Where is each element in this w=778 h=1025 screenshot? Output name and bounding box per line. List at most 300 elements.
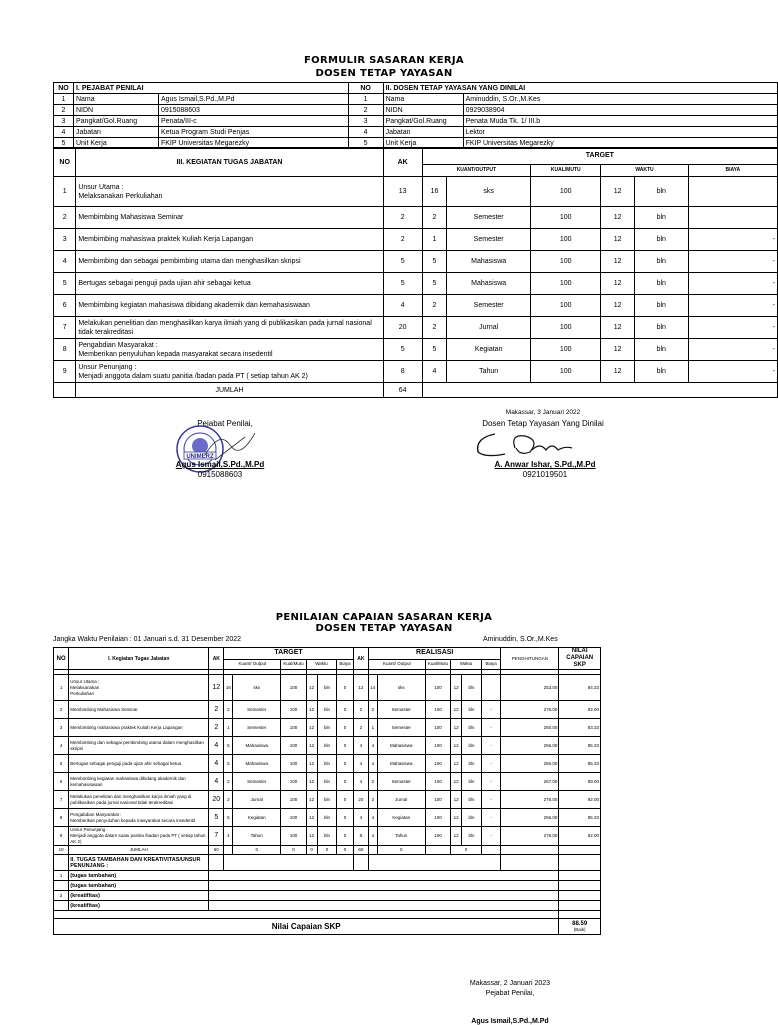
task-qty: 5: [422, 273, 447, 295]
penilaian-row: [54, 719, 601, 737]
task-ak: 20: [383, 317, 422, 339]
task-kegiatan: Bertugas sebagai penguji pada ujian ahir sebagai ketua: [76, 273, 383, 295]
kuant-header: KUANT/OUTPUT: [422, 164, 530, 176]
task-unit: Tahun: [447, 361, 531, 383]
waktu-header: WAKTU: [601, 164, 688, 176]
pejabat-no: 3: [54, 116, 74, 127]
task-no: 1: [54, 177, 76, 207]
task-ak: 5: [383, 339, 422, 361]
task-waktu: 12: [601, 207, 635, 229]
pen-target-waktu-unit: bln: [317, 827, 337, 846]
pen-perhitungan: 253.00: [501, 675, 559, 701]
form-title-2: DOSEN TETAP YAYASAN: [315, 68, 453, 79]
pen-real-unit: Mahasiswa: [377, 737, 425, 755]
ak-header: AK: [209, 648, 224, 670]
pen-real-waktu-unit: bln: [462, 675, 482, 701]
pen-target-waktu-unit: bln: [317, 701, 337, 719]
task-waktu: 12: [601, 361, 635, 383]
identity-table: [53, 82, 778, 149]
pejabat-value: FKIP Universitas Megarezky: [158, 138, 348, 149]
task-ak: 5: [383, 273, 422, 295]
pen-target-kual: 100: [281, 737, 306, 755]
task-waktu: 12: [601, 229, 635, 251]
task-ak: 5: [383, 251, 422, 273]
task-no: 8: [54, 339, 76, 361]
dinilai-value: 0929038904: [463, 105, 777, 116]
pen-real-biaya: -: [481, 773, 501, 791]
dinilai-no: 5: [348, 138, 383, 149]
pen-no: 9: [54, 827, 69, 846]
pen-real-biaya: -: [481, 755, 501, 773]
jumlah-rw: 0: [451, 846, 482, 855]
task-biaya: -: [688, 317, 777, 339]
pen-target-biaya: 0: [337, 773, 353, 791]
pen-real-kual: 100: [425, 773, 450, 791]
pen-real-qty: 4: [368, 737, 377, 755]
pen-real-waktu-unit: bln: [462, 827, 482, 846]
pen-real-waktu-unit: bln: [462, 791, 482, 809]
task-biaya: [688, 207, 777, 229]
pen-real-qty: 4: [368, 755, 377, 773]
identity-row: [54, 127, 778, 138]
pen-perhitungan: 256.00: [501, 809, 559, 827]
pen-target-qty: 2: [224, 773, 233, 791]
pen-target-waktu-unit: bln: [317, 675, 337, 701]
pen-kegiatan: Membimbing kegiatan mahasiswa dibidang akademik dan kemahasiswaan: [69, 773, 209, 791]
dinilai-header: II. DOSEN TETAP YAYASAN YANG DINILAI: [383, 83, 777, 94]
pen-real-waktu: 12: [451, 809, 462, 827]
task-qty: 2: [422, 317, 447, 339]
task-row: [54, 361, 778, 383]
jumlah-rak: 60: [353, 846, 368, 855]
task-waktu-unit: bln: [634, 229, 688, 251]
no-header: NO: [54, 148, 76, 177]
pen-real-qty: 2: [368, 791, 377, 809]
pen-no: 5: [54, 755, 69, 773]
sub-biaya: Biaya: [481, 659, 501, 669]
penilaian-row: [54, 791, 601, 809]
pen-ak: 20: [209, 791, 224, 809]
task-waktu-unit: bln: [634, 177, 688, 207]
task-row: [54, 207, 778, 229]
pen-real-ak: 8: [353, 827, 368, 846]
pen-real-unit: sks: [377, 675, 425, 701]
pejabat-label: Unit Kerja: [73, 138, 158, 149]
pen-target-kual: 100: [281, 719, 306, 737]
pen-ak: 4: [209, 773, 224, 791]
pen-target-qty: 5: [224, 737, 233, 755]
task-waktu-unit: bln: [634, 361, 688, 383]
task-ak: 13: [383, 177, 422, 207]
pejabat-no: 5: [54, 138, 74, 149]
pen-real-biaya: -: [481, 809, 501, 827]
tambahan-row: [54, 881, 601, 891]
tambahan-no: [54, 881, 69, 891]
pen-target-unit: Jurnal: [233, 791, 281, 809]
task-kegiatan: Unsur Utama : Melaksanakan Perkuliahan: [76, 177, 383, 207]
pen-ak: 4: [209, 737, 224, 755]
task-biaya: -: [688, 251, 777, 273]
pen-target-waktu: 12: [306, 737, 317, 755]
pen-target-qty: 2: [224, 701, 233, 719]
pen-real-waktu-unit: bln: [462, 701, 482, 719]
task-biaya: -: [688, 339, 777, 361]
biaya-header: BIAYA: [688, 164, 777, 176]
sign1-right-nidn: 0921019501: [522, 470, 568, 479]
task-unit: Semester: [447, 295, 531, 317]
task-kegiatan: Membimbing kegiatan mahasiswa dibidang akademik dan kemahasiswaan: [76, 295, 383, 317]
penilaian-person: Aminuddin, S.Or.,M.Kes: [483, 636, 558, 643]
pen-target-waktu: 12: [306, 827, 317, 846]
pen-kegiatan: Bertugas sebagai penguji pada ujian ahir sebagai ketua: [69, 755, 209, 773]
sub-kual: Kual/Mutu: [281, 659, 306, 669]
pen-target-kual: 100: [281, 809, 306, 827]
tambahan-label: (tugas tambahan): [69, 871, 209, 881]
pen-perhitungan: 256.00: [501, 755, 559, 773]
task-waktu: 12: [601, 251, 635, 273]
pen-ak: 4: [209, 755, 224, 773]
pen-real-waktu: 12: [451, 827, 462, 846]
pen-real-qty: 4: [368, 809, 377, 827]
task-kual: 100: [531, 317, 601, 339]
task-qty: 2: [422, 207, 447, 229]
no-header: NO: [348, 83, 383, 94]
pen-target-waktu: 12: [306, 701, 317, 719]
pen-target-kual: 100: [281, 755, 306, 773]
penilaian-row: [54, 755, 601, 773]
pen-real-unit: Kegiatan: [377, 809, 425, 827]
jumlah-ak: 64: [383, 383, 422, 398]
pen-target-unit: Kegiatan: [233, 809, 281, 827]
pen-real-kual: 100: [425, 809, 450, 827]
pen-target-biaya: 0: [337, 791, 353, 809]
pejabat-label: Nama: [73, 94, 158, 105]
task-qty: 5: [422, 251, 447, 273]
perhitungan-header: PENGHITUNGAN: [501, 648, 559, 670]
pen-real-qty: 14: [368, 675, 377, 701]
task-row: [54, 251, 778, 273]
pen-ak: 7: [209, 827, 224, 846]
jumlah-tq: 0: [233, 846, 281, 855]
pejabat-label: NIDN: [73, 105, 158, 116]
pen-target-biaya: 0: [337, 701, 353, 719]
pen-perhitungan: 276.00: [501, 791, 559, 809]
pen-target-waktu-unit: bln: [317, 719, 337, 737]
nilai-capaian-value: 88.59: [572, 920, 588, 927]
pen-target-unit: Semester: [233, 701, 281, 719]
pen-target-kual: 100: [281, 773, 306, 791]
pen-real-ak: 20: [353, 791, 368, 809]
pejabat-no: 4: [54, 127, 74, 138]
pen-real-unit: Semester: [377, 701, 425, 719]
pen-real-kual: 100: [425, 675, 450, 701]
sub-kuant: Kuant/ Output: [224, 659, 281, 669]
sign1-place-date: Makassar, 3 Januari 2022: [505, 409, 581, 416]
task-row: [54, 273, 778, 295]
no-header: NO: [54, 648, 69, 670]
pen-real-kual: 100: [425, 827, 450, 846]
pen-target-kual: 100: [281, 791, 306, 809]
sub-biaya: Biaya: [337, 659, 353, 669]
task-ak: 8: [383, 361, 422, 383]
pen-target-qty: 5: [224, 809, 233, 827]
pen-target-biaya: 0: [337, 719, 353, 737]
tambahan-no: 1: [54, 871, 69, 881]
penilaian-row: [54, 737, 601, 755]
pen-real-waktu: 12: [451, 755, 462, 773]
task-kual: 100: [531, 295, 601, 317]
pen-nilai: 92.00: [559, 827, 601, 846]
pen-real-qty: 2: [368, 701, 377, 719]
tambahan-row: [54, 901, 601, 911]
pen-real-biaya: [481, 675, 501, 701]
task-kegiatan: Membimbing dan sebagai pembimbing utama dan menghasilkan skripsi: [76, 251, 383, 273]
pen-perhitungan: 250.00: [501, 719, 559, 737]
task-waktu: 12: [601, 317, 635, 339]
task-row: [54, 339, 778, 361]
pen-target-waktu: 12: [306, 809, 317, 827]
pen-real-unit: Tahun: [377, 827, 425, 846]
pen-real-kual: 100: [425, 719, 450, 737]
task-kual: 100: [531, 251, 601, 273]
pen-real-waktu: 12: [451, 701, 462, 719]
pen-nilai: 89.00: [559, 773, 601, 791]
tambahan-label: (tugas tambahan): [69, 881, 209, 891]
jumlah-label: JUMLAH: [76, 383, 383, 398]
pen-target-kual: 100: [281, 827, 306, 846]
task-waktu-unit: bln: [634, 273, 688, 295]
pen-real-ak: 4: [353, 755, 368, 773]
pen-real-waktu-unit: bln: [462, 719, 482, 737]
task-no: 9: [54, 361, 76, 383]
pen-target-biaya: 0: [337, 675, 353, 701]
pen-target-kual: 100: [281, 675, 306, 701]
pen-nilai: 83.33: [559, 719, 601, 737]
jumlah-tk: 0: [281, 846, 306, 855]
task-unit: Mahasiswa: [447, 251, 531, 273]
pen-target-waktu: 12: [306, 773, 317, 791]
pen-real-biaya: -: [481, 719, 501, 737]
pen-nilai: 85.33: [559, 755, 601, 773]
pen-real-waktu: 12: [451, 773, 462, 791]
pen-target-biaya: 0: [337, 737, 353, 755]
pejabat-header: I. PEJABAT PENILAI: [73, 83, 348, 94]
sign2-name: Agus Ismail,S.Pd.,M.Pd: [471, 1018, 549, 1025]
pen-ak: 2: [209, 701, 224, 719]
sub-kual: Kual/Mutu: [425, 659, 450, 669]
tambahan-no: [54, 901, 69, 911]
task-unit: Semester: [447, 229, 531, 251]
tambahan-row: [54, 891, 601, 901]
dinilai-no: 2: [348, 105, 383, 116]
pen-target-waktu-unit: bln: [317, 755, 337, 773]
task-unit: Mahasiswa: [447, 273, 531, 295]
dinilai-label: Unit Kerja: [383, 138, 463, 149]
nilai-capaian-note: (Baik): [573, 926, 586, 932]
task-kegiatan: Unsur Penunjang : Menjadi anggota dalam suatu panitia /badan pada PT ( setiap tahun AK 2): [76, 361, 383, 383]
pejabat-no: 1: [54, 94, 74, 105]
pejabat-label: Pangkat/Gol.Ruang: [73, 116, 158, 127]
dinilai-no: 4: [348, 127, 383, 138]
pen-no: 4: [54, 737, 69, 755]
task-waktu: 12: [601, 273, 635, 295]
task-qty: 2: [422, 295, 447, 317]
penilaian-row: [54, 773, 601, 791]
dinilai-value: Aminuddin, S.Or.,M.Kes: [463, 94, 777, 105]
task-kual: 100: [531, 273, 601, 295]
sign2-place-date: Makassar, 2 Januari 2023: [469, 980, 551, 987]
dinilai-no: 3: [348, 116, 383, 127]
jumlah-tw: 0: [306, 846, 317, 855]
ak-header: AK: [353, 648, 368, 670]
pen-real-waktu: 12: [451, 791, 462, 809]
jumlah-ak: 60: [209, 846, 224, 855]
penilaian-title-1: PENILAIAN CAPAIAN SASARAN KERJA: [275, 612, 493, 623]
kegiatan-header: III. KEGIATAN TUGAS JABATAN: [76, 148, 383, 177]
pen-real-kual: 100: [425, 791, 450, 809]
jumlah-label: JUMLAH: [69, 846, 209, 855]
pen-real-qty: 1: [368, 719, 377, 737]
pen-kegiatan: Pengabdian Masyarakat : Memberikan penyuluhan kepada masyarakat secara insedentil: [69, 809, 209, 827]
pen-perhitungan: 276.00: [501, 701, 559, 719]
task-kual: 100: [531, 229, 601, 251]
task-waktu-unit: bln: [634, 295, 688, 317]
pen-perhitungan: 276.00: [501, 827, 559, 846]
task-kual: 100: [531, 177, 601, 207]
pen-nilai: 92.00: [559, 791, 601, 809]
dinilai-label: Pangkat/Gol.Ruang: [383, 116, 463, 127]
pen-target-qty: 16: [224, 675, 233, 701]
dinilai-value: Penata Muda Tk. 1/ III.b: [463, 116, 777, 127]
pen-real-waktu: 12: [451, 675, 462, 701]
pen-real-ak: 2: [353, 701, 368, 719]
sign1-left-title: Pejabat Penilai,: [197, 419, 253, 428]
pen-no: 6: [54, 773, 69, 791]
kual-header: KUAL/MUTU: [531, 164, 601, 176]
task-kual: 100: [531, 361, 601, 383]
tambahan-label: (kreatifitas): [69, 901, 209, 911]
pen-real-biaya: -: [481, 827, 501, 846]
left-signature-icon: [200, 425, 260, 465]
sign1-left-nidn: 0915088603: [197, 470, 243, 479]
task-unit: Jurnal: [447, 317, 531, 339]
task-unit: Semester: [447, 207, 531, 229]
pejabat-value: Ketua Program Studi Penjas: [158, 127, 348, 138]
no-header: NO: [54, 83, 74, 94]
pejabat-value: Penata/III-c: [158, 116, 348, 127]
jumlah-rq: 0: [377, 846, 425, 855]
pen-kegiatan: Unsur Utama : Melaksanakan Perkuliahan: [69, 675, 209, 701]
pen-target-biaya: 0: [337, 755, 353, 773]
task-table: [53, 147, 778, 398]
pen-target-biaya: 0: [337, 827, 353, 846]
task-no: 4: [54, 251, 76, 273]
pen-nilai: 84.33: [559, 675, 601, 701]
dinilai-label: Nama: [383, 94, 463, 105]
tambahan-header: II. TUGAS TAMBAHAN DAN KREATIVITAS/UNSUR PENUNJANG :: [69, 855, 209, 871]
penilaian-title-2: DOSEN TETAP YAYASAN: [315, 623, 453, 634]
pen-real-unit: Semester: [377, 719, 425, 737]
pejabat-value: Agus Ismail,S.Pd.,M.Pd: [158, 94, 348, 105]
pen-target-kual: 100: [281, 701, 306, 719]
form-title-1: FORMULIR SASARAN KERJA: [304, 55, 464, 66]
penilaian-row: [54, 809, 601, 827]
jumlah-tw: 0: [317, 846, 337, 855]
penilaian-period: Jangka Waktu Penilaian : 01 Januari s.d. 31 Desember 2022: [53, 636, 242, 643]
sign2-title: Pejabat Penilai,: [485, 990, 535, 997]
task-kegiatan: Membimbing mahasiswa praktek Kuliah Kerja Lapangan: [76, 229, 383, 251]
pen-nilai: 85.33: [559, 809, 601, 827]
sign1-right-name: A. Anwar Ishar, S.Pd.,M.Pd: [494, 460, 596, 469]
dinilai-label: Jabatan: [383, 127, 463, 138]
pen-real-ak: 12: [353, 675, 368, 701]
pen-target-biaya: 0: [337, 809, 353, 827]
task-waktu: 12: [601, 177, 635, 207]
kegiatan-header: I. Kegiatan Tugas Jabatan: [69, 648, 209, 670]
sub-waktu: Waktu: [306, 659, 337, 669]
pen-real-kual: 100: [425, 737, 450, 755]
pen-real-biaya: -: [481, 737, 501, 755]
pen-target-waktu-unit: bln: [317, 773, 337, 791]
tambahan-no: 2: [54, 891, 69, 901]
pen-no: 3: [54, 719, 69, 737]
pen-target-unit: Mahasiswa: [233, 755, 281, 773]
pen-target-unit: Semester: [233, 773, 281, 791]
pen-perhitungan: 267.00: [501, 773, 559, 791]
pen-target-waktu-unit: bln: [317, 737, 337, 755]
jumlah-no: 10: [54, 846, 69, 855]
pen-real-ak: 4: [353, 773, 368, 791]
pen-ak: 5: [209, 809, 224, 827]
pen-perhitungan: 256.00: [501, 737, 559, 755]
pen-kegiatan: Membimbing dan sebagai pembimbing utama dalam menghasilkan skripsi: [69, 737, 209, 755]
task-waktu-unit: bln: [634, 317, 688, 339]
identity-row: [54, 116, 778, 127]
pen-target-qty: 2: [224, 791, 233, 809]
pen-target-qty: 5: [224, 755, 233, 773]
sign1-left-name: Agus Ismail,S.Pd.,M.Pd: [175, 460, 265, 469]
tambahan-label: (kreatifitas): [69, 891, 209, 901]
pen-no: 8: [54, 809, 69, 827]
pen-target-waktu: 12: [306, 791, 317, 809]
pen-target-waktu: 12: [306, 719, 317, 737]
pen-real-waktu: 12: [451, 737, 462, 755]
task-biaya: [688, 177, 777, 207]
pen-kegiatan: Membimbing Mahasiswa Seminar: [69, 701, 209, 719]
penilaian-table: [53, 647, 601, 935]
task-row: [54, 229, 778, 251]
pen-real-ak: 4: [353, 737, 368, 755]
pen-target-unit: Mahasiswa: [233, 737, 281, 755]
task-ak: 4: [383, 295, 422, 317]
pen-real-biaya: -: [481, 701, 501, 719]
pen-nilai: 85.33: [559, 737, 601, 755]
pejabat-label: Jabatan: [73, 127, 158, 138]
pejabat-no: 2: [54, 105, 74, 116]
pejabat-value: 0915088603: [158, 105, 348, 116]
sign1-right-title: Dosen Tetap Yayasan Yang Dinilai: [482, 419, 604, 428]
pen-target-waktu: 12: [306, 755, 317, 773]
penilaian-row: [54, 827, 601, 846]
pen-real-waktu-unit: bln: [462, 809, 482, 827]
pen-real-waktu: 12: [451, 719, 462, 737]
penilaian-row: [54, 675, 601, 701]
task-unit: Kegiatan: [447, 339, 531, 361]
pen-kegiatan: Membimbing mahasiswa praktek Kuliah Kerja Lapangan: [69, 719, 209, 737]
pen-real-unit: Jurnal: [377, 791, 425, 809]
task-unit: sks: [447, 177, 531, 207]
identity-row: [54, 94, 778, 105]
